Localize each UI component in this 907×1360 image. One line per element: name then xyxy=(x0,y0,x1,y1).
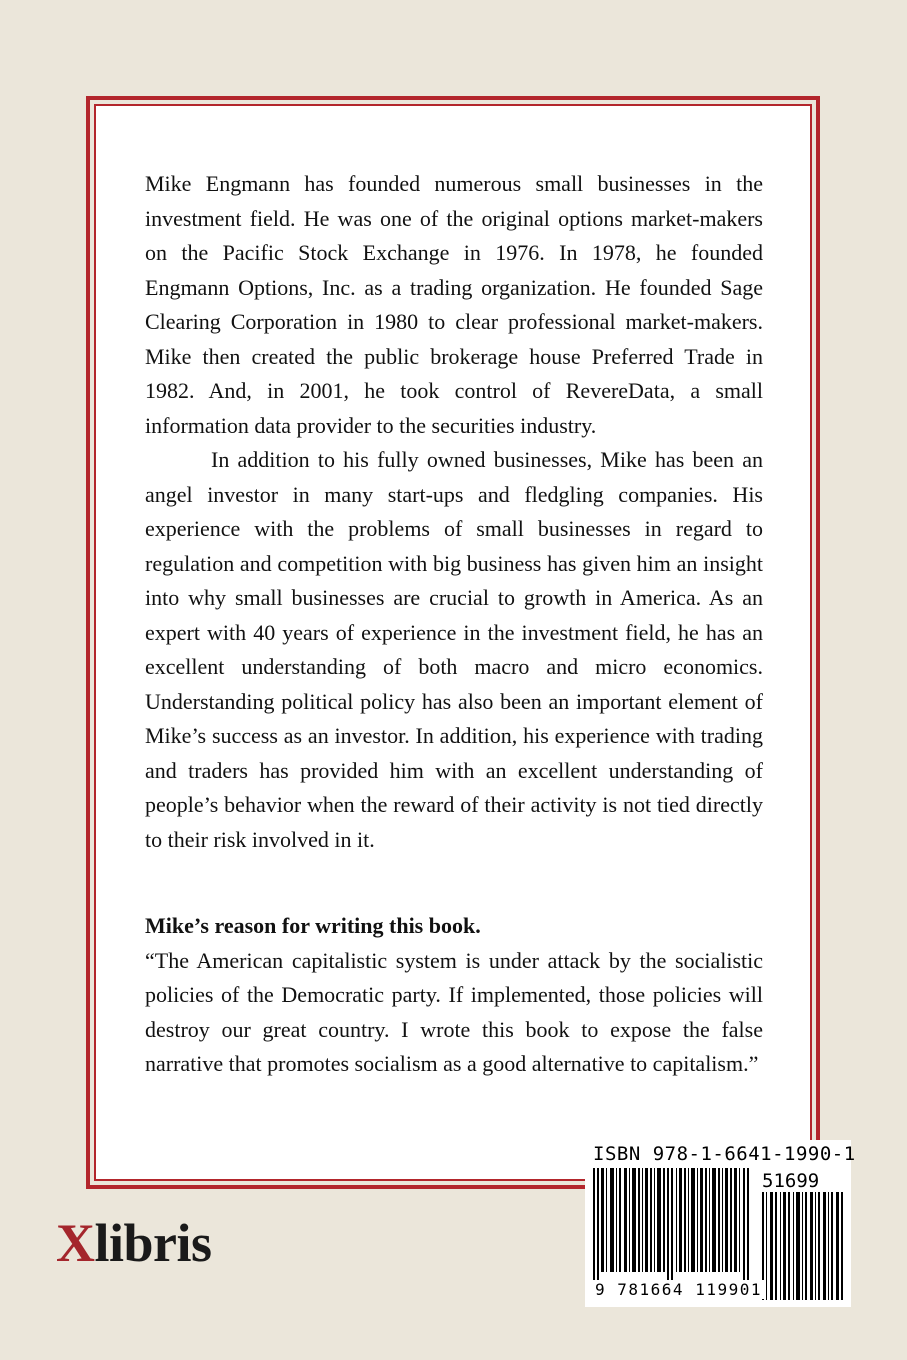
publisher-logo xyxy=(56,1212,212,1274)
isbn-label: ISBN 978-1-6641-1990-1 xyxy=(593,1143,856,1165)
barcode-digits: 9 781664 119901 xyxy=(595,1280,762,1299)
reason-heading: Mike’s reason for writing this book. xyxy=(145,913,481,938)
price-barcode-bars xyxy=(762,1192,846,1300)
back-cover-text xyxy=(145,167,763,1082)
logo-wordmark: libris xyxy=(94,1213,212,1273)
isbn-barcode-bars xyxy=(593,1168,753,1280)
bio-paragraph-2: In addition to his fully owned businesses, Mike has been an angel investor in many start-ups and fledgling companies. His experience with the problems of small businesses in regard to regulation and competition with big business has given him an insight into why small businesses are crucial to growth in America. As an expert with 40 years of experience in the investment field, he has an excellent understanding of both macro and micro economics. Understanding political policy has also been an important element of Mike’s success as an investor. In addition, his experience with trading and traders has provided him with an excellent understanding of people’s behavior when the reward of their activity is not tied directly to their risk involved in it. xyxy=(145,447,763,852)
logo-x-letter: X xyxy=(56,1213,95,1273)
reason-quote: “The American capitalistic system is under attack by the socialistic policies of the Democratic party. If implemented, those policies will destroy our great country. I wrote this book to expose the false narrative that promotes socialism as a good alternative to capitalism.” xyxy=(145,947,763,1076)
bio-paragraph-1: Mike Engmann has founded numerous small businesses in the investment field. He was one of the original options market-makers on the Pacific Stock Exchange in 1976. In 1978, he founded Engmann Options, Inc. as a trading organization. He founded Sage Clearing Corporation in 1980 to clear professional market-makers. Mike then created the public brokerage house Preferred Trade in 1982. And, in 2001, he took control of RevereData, a small information data provider to the securities industry. xyxy=(145,171,763,438)
price-code: 51699 xyxy=(762,1170,820,1192)
